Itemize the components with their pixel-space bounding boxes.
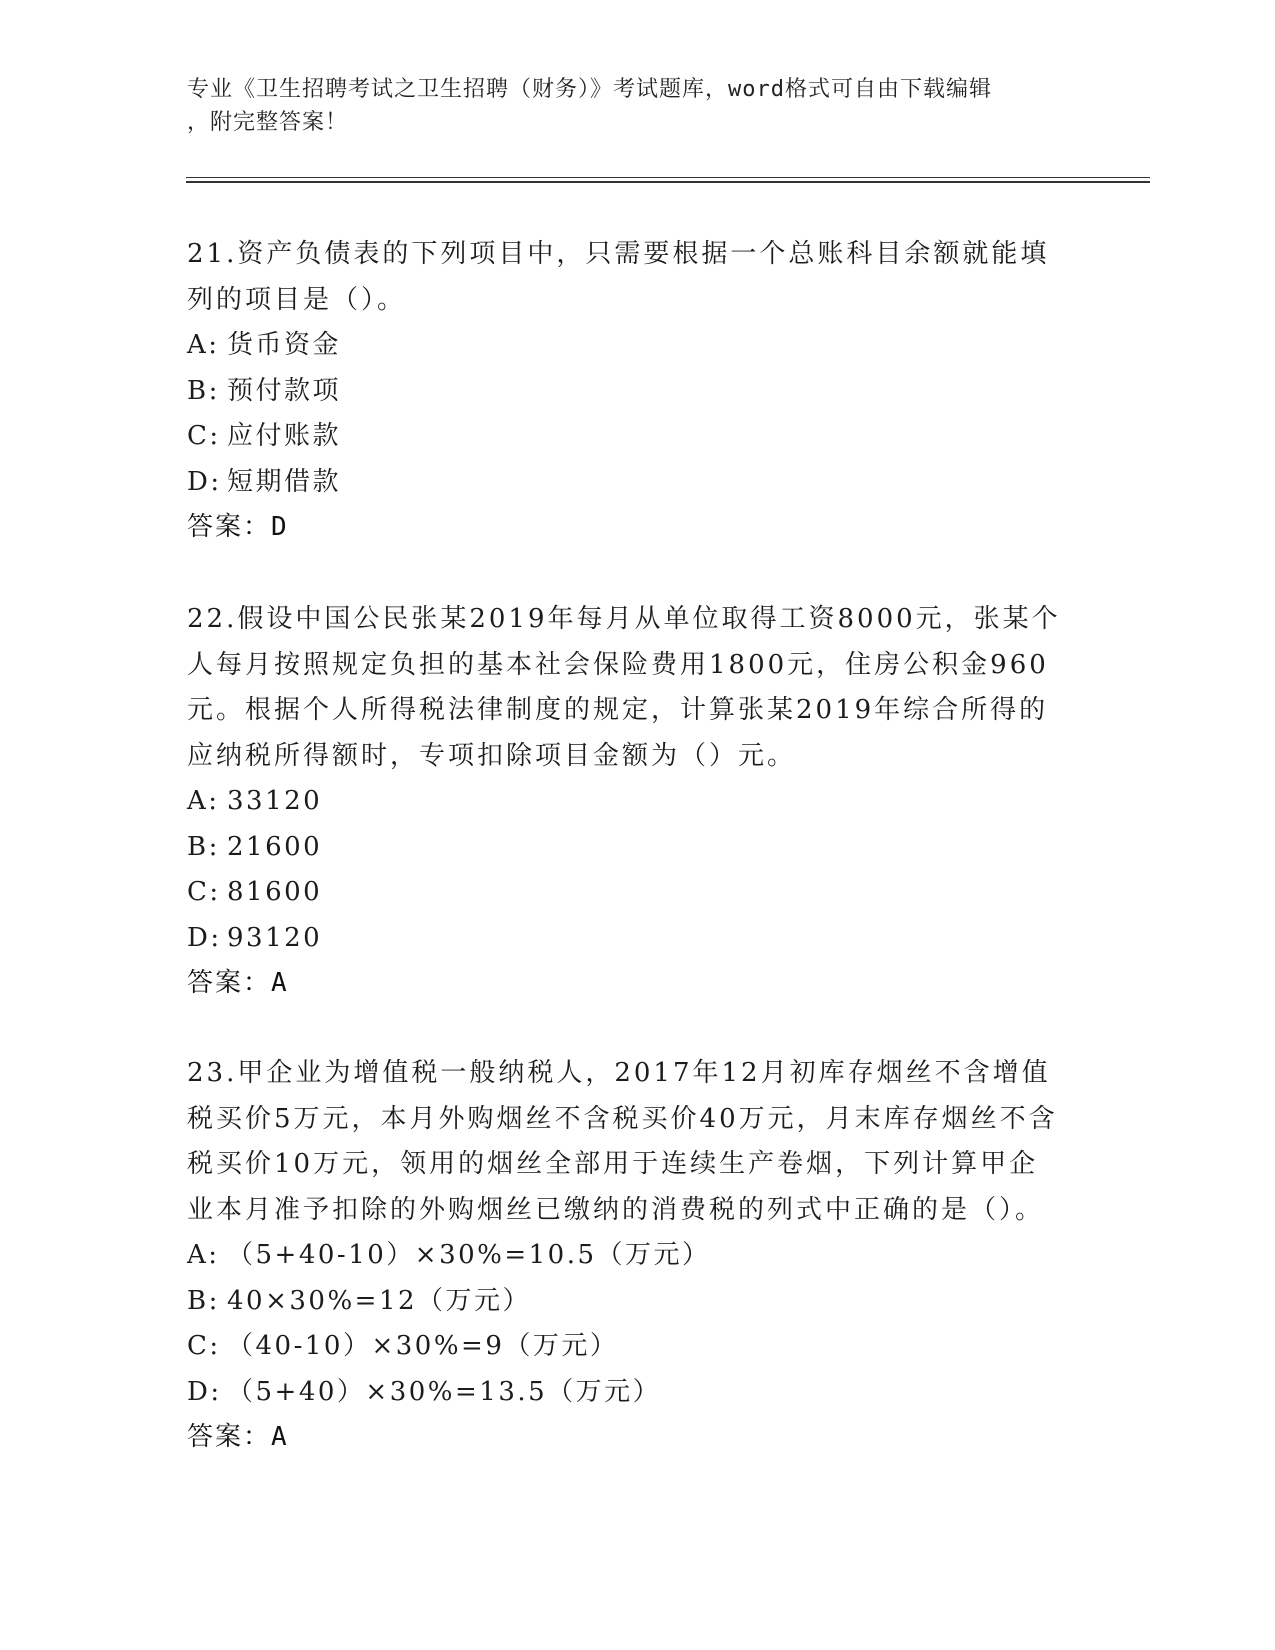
- option-text: （40-10）×30%=9（万元）: [227, 1331, 619, 1361]
- option-text: 预付款项: [227, 375, 342, 406]
- option-text: 33120: [227, 786, 323, 816]
- answer-label: 答案：: [187, 968, 272, 998]
- option-list: [187, 1233, 1067, 1415]
- option-text: （5+40）×30%=13.5（万元）: [227, 1376, 662, 1407]
- option-text: 应付账款: [227, 421, 342, 451]
- option-text: 81600: [227, 877, 323, 907]
- option-b: [187, 825, 1067, 871]
- option-list: [187, 323, 1067, 505]
- option-text: 货币资金: [227, 330, 342, 360]
- question-21: [187, 232, 1067, 551]
- answer-line: [187, 1415, 1067, 1461]
- option-d: [187, 460, 1067, 506]
- question-23: [187, 1051, 1067, 1461]
- option-text: 93120: [227, 922, 323, 953]
- option-letter: C:: [187, 877, 221, 907]
- option-letter: B:: [187, 831, 220, 862]
- answer-line: [187, 505, 1067, 551]
- option-b: [187, 1279, 1067, 1325]
- option-letter: A:: [187, 330, 220, 360]
- option-letter: D:: [187, 1376, 222, 1407]
- option-letter: A:: [187, 786, 220, 816]
- option-d: [187, 916, 1067, 962]
- option-letter: B:: [187, 1285, 220, 1316]
- option-a: [187, 323, 1067, 369]
- option-letter: A:: [187, 1240, 220, 1270]
- option-c: [187, 870, 1067, 916]
- answer-label: 答案：: [187, 512, 272, 542]
- option-list: [187, 779, 1067, 961]
- option-c: [187, 1324, 1067, 1370]
- question-stem: 21.资产负债表的下列项目中，只需要根据一个总账科目余额就能填列的项目是（）。: [187, 239, 1050, 315]
- question-stem: 22.假设中国公民张某2019年每月从单位取得工资8000元，张某个人每月按照规定负担的基本社会保险费用1800元，住房公积金960元。根据个人所得税法律制度的规定，计算张某2019年综合所得的应纳税所得额时，专项扣除项目金额为（）元。: [187, 604, 1061, 771]
- option-a: [187, 1233, 1067, 1279]
- option-text: （5+40-10）×30%=10.5（万元）: [227, 1240, 711, 1270]
- answer-value: A: [271, 968, 289, 998]
- question-stem: 23.甲企业为增值税一般纳税人，2017年12月初库存烟丝不含增值税买价5万元，本月外购烟丝不含税买价40万元，月末库存烟丝不含税买价10万元，领用的烟丝全部用于连续生产卷烟，下列计算甲企业本月准予扣除的外购烟丝已缴纳的消费税的列式中正确的是（）。: [187, 1058, 1058, 1225]
- option-text: 短期借款: [227, 466, 342, 497]
- option-letter: C:: [187, 1331, 221, 1361]
- option-letter: C:: [187, 421, 221, 451]
- header-divider-top: [186, 177, 1150, 178]
- answer-value: D: [271, 512, 289, 542]
- answer-line: [187, 961, 1067, 1007]
- option-b: [187, 369, 1067, 415]
- option-letter: B:: [187, 375, 220, 406]
- option-d: [187, 1370, 1067, 1416]
- option-text: 40×30%=12（万元）: [227, 1285, 532, 1316]
- answer-label: 答案：: [187, 1422, 272, 1452]
- option-text: 21600: [227, 831, 323, 862]
- header-divider-bottom: [186, 181, 1150, 183]
- document-header: [187, 73, 1067, 139]
- header-line-1: 专业《卫生招聘考试之卫生招聘（财务）》考试题库，word格式可自由下载编辑: [187, 77, 992, 102]
- option-letter: D:: [187, 922, 222, 953]
- option-letter: D:: [187, 466, 222, 497]
- answer-value: A: [271, 1422, 289, 1452]
- question-22: [187, 597, 1067, 1007]
- option-c: [187, 414, 1067, 460]
- option-a: [187, 779, 1067, 825]
- header-line-2: ，附完整答案！: [187, 110, 349, 135]
